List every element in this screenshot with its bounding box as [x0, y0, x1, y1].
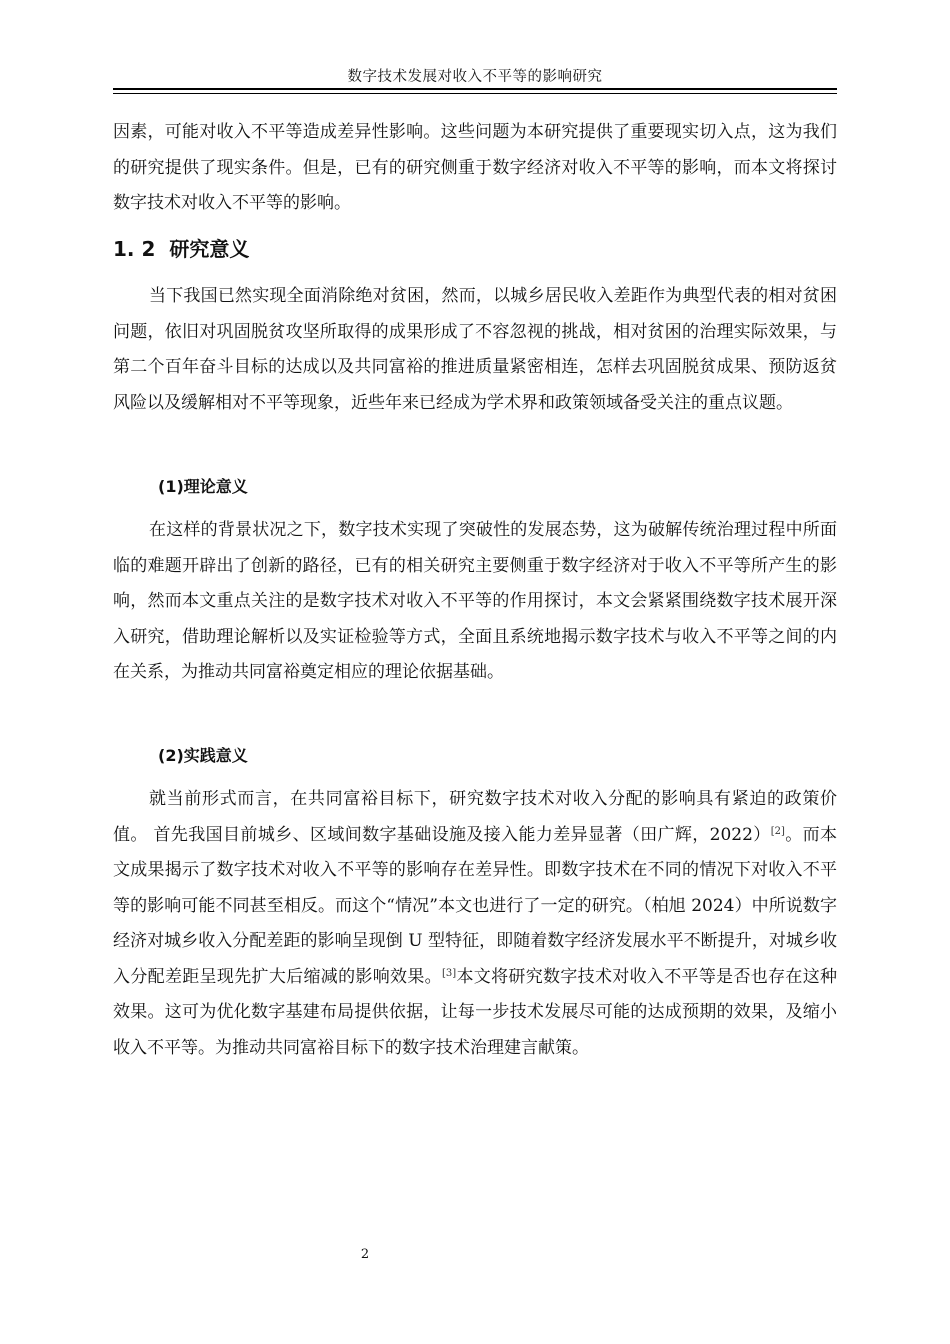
running-header: 数字技术发展对收入不平等的影响研究 [347, 69, 603, 85]
practice-text-2: 。而本文成果揭示了数字技术对收入不平等的影响存在差异性。即数字技术在不同的情况下对收入不平等的影响可能不同甚至相反。而这个“情况”本文也进行了一定的研究。（柏旭 2024）中所说数字经济对城乡收入分配差距的影响呈现倒 U 型特征，即随着数字经济发展水平不断提升，对城乡收入分配差距呈现先扩大后缩减的影响效果。 [113, 824, 837, 987]
intro-paragraph: 因素，可能对收入不平等造成差异性影响。这些问题为本研究提供了重要现实切入点，这为我们的研究提供了现实条件。但是，已有的研究侧重于数字经济对收入不平等的影响，而本文将探讨数字技术对收入不平等的影响。 [113, 122, 837, 213]
header-rule-thick [113, 88, 837, 90]
citation-2: [2] [770, 825, 785, 837]
header-rule-thin [113, 93, 837, 94]
citation-3: [3] [441, 967, 457, 979]
section-paragraph: 当下我国已然实现全面消除绝对贫困，然而，以城乡居民收入差距作为典型代表的相对贫困问题，依旧对巩固脱贫攻坚所取得的成果形成了不容忽视的挑战，相对贫困的治理实际效果，与第二个百年奋斗目标的达成以及共同富裕的推进质量紧密相连，怎样去巩固脱贫成果、预防返贫风险以及缓解相对不平等现象，近些年来已经成为学术界和政策领域备受关注的重点议题。 [113, 286, 837, 413]
practice-text-1: 就当前形式而言，在共同富裕目标下，研究数字技术对收入分配的影响具有紧迫的政策价值。 首先我国目前城乡、区域间数字基础设施及接入能力差异显著（田广辉，2022） [113, 789, 837, 845]
subheading-practice: (2)实践意义 [158, 746, 248, 765]
section-number: 1. 2 [113, 237, 156, 261]
section-heading [113, 233, 249, 265]
subheading-theory: (1)理论意义 [158, 477, 248, 496]
section-title: 研究意义 [169, 237, 250, 261]
practice-paragraph [113, 782, 837, 1066]
theory-paragraph: 在这样的背景状况之下，数字技术实现了突破性的发展态势，这为破解传统治理过程中所面临的难题开辟出了创新的路径，已有的相关研究主要侧重于数字经济对于收入不平等所产生的影响，然而本文重点关注的是数字技术对收入不平等的作用探讨，本文会紧紧围绕数字技术展开深入研究，借助理论解析以及实证检验等方式，全面且系统地揭示数字技术与收入不平等之间的内在关系，为推动共同富裕奠定相应的理论依据基础。 [113, 520, 837, 682]
practice-text-3: 本文将研究数字技术对收入不平等是否也存在这种效果。这可为优化数字基建布局提供依据，让每一步技术发展尽可能的达成预期的效果，及缩小收入不平等。为推动共同富裕目标下的数字技术治理建言献策。 [113, 966, 838, 1058]
page-number: 2 [360, 1247, 370, 1262]
